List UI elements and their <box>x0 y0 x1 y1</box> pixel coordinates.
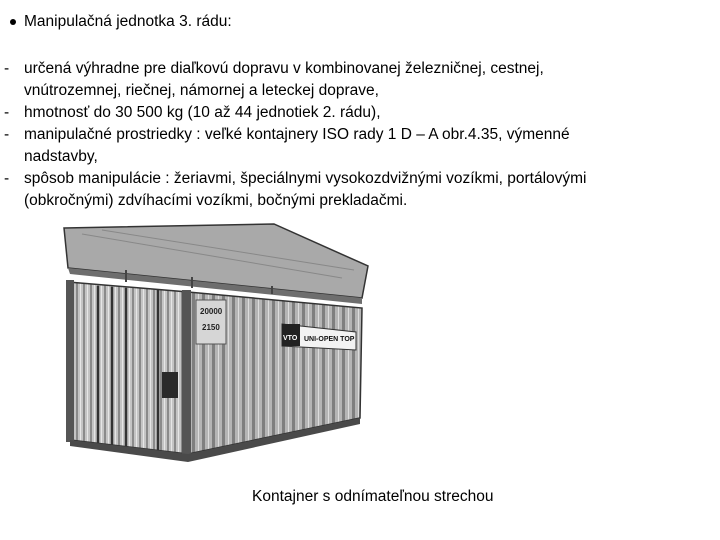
door-vent <box>162 372 178 398</box>
item-line: vnútrozemnej, riečnej, námornej a leteckej doprave, <box>24 82 379 99</box>
dash-marker: - <box>4 104 10 121</box>
list-item <box>4 168 704 212</box>
item-line: spôsob manipulácie : žeriavmi, špeciálnymi vysokozdvižnými vozíkmi, portálovými <box>24 170 587 187</box>
property-list <box>4 58 704 212</box>
weight-label: 20000 <box>200 307 223 316</box>
item-line: nadstavby, <box>24 148 98 165</box>
list-item <box>4 102 704 124</box>
heading-text: Manipulačná jednotka 3. rádu: <box>24 13 232 30</box>
weight-label: 2150 <box>202 323 220 332</box>
item-line: určená výhradne pre diaľkovú dopravu v kombinovanej železničnej, cestnej, <box>24 60 544 77</box>
container-illustration <box>62 222 380 467</box>
item-line: manipulačné prostriedky : veľké kontajnery ISO rady 1 D – A obr.4.35, výmenné <box>24 126 570 143</box>
corner-post <box>66 280 74 442</box>
bullet-icon <box>10 19 16 25</box>
corner-post <box>182 290 191 456</box>
dash-marker: - <box>4 60 10 77</box>
image-caption: Kontajner s odnímateľnou strechou <box>252 488 494 505</box>
item-line: (obkročnými) zdvíhacími vozíkmi, bočnými prekladačmi. <box>24 192 408 209</box>
list-item <box>4 58 704 102</box>
dash-marker: - <box>4 126 10 143</box>
dash-marker: - <box>4 170 10 187</box>
side-label-text: UNI-OPEN TOP <box>304 336 355 343</box>
list-item <box>4 124 704 168</box>
item-line: hmotnosť do 30 500 kg (10 až 44 jednotiek 2. rádu), <box>24 104 381 121</box>
container-door-end <box>68 282 188 454</box>
logo-text: VTO <box>283 335 298 342</box>
section-heading <box>6 12 232 32</box>
